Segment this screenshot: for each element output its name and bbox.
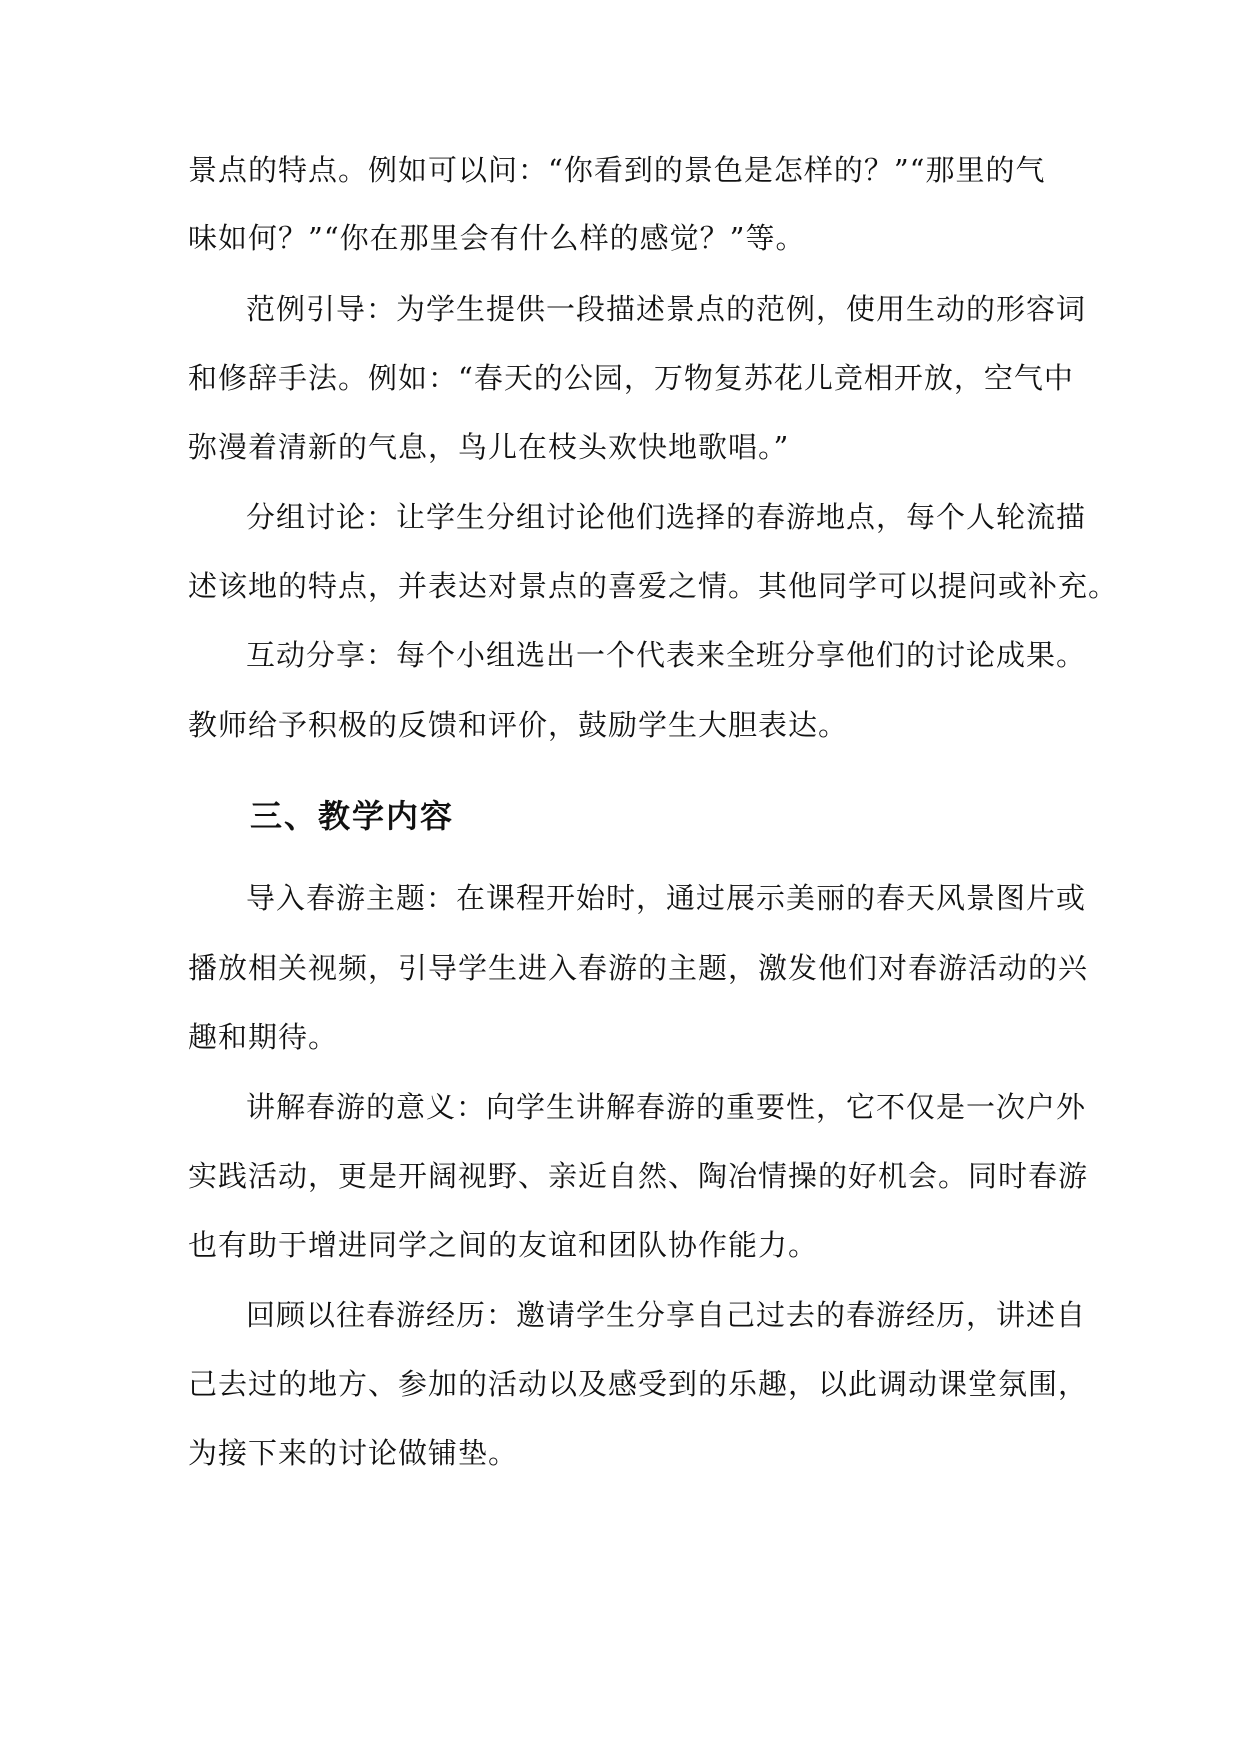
text-line: 味如何？”“你在那里会有什么样的感觉？”等。: [188, 221, 806, 255]
text-line: 实践活动，更是开阔视野、亲近自然、陶冶情操的好机会。同时春游: [188, 1159, 1089, 1193]
text-line: 述该地的特点，并表达对景点的喜爱之情。其他同学可以提问或补充。: [188, 569, 1119, 603]
section-heading: 三、教学内容: [250, 797, 455, 835]
text-line: 互动分享：每个小组选出一个代表来全班分享他们的讨论成果。: [246, 638, 1087, 672]
text-line: 弥漫着清新的气息，鸟儿在枝头欢快地歌唱。”: [188, 430, 790, 464]
text-line: 讲解春游的意义：向学生讲解春游的重要性，它不仅是一次户外: [246, 1090, 1087, 1124]
text-line: 己去过的地方、参加的活动以及感受到的乐趣，以此调动课堂氛围，: [188, 1367, 1089, 1401]
text-line: 回顾以往春游经历：邀请学生分享自己过去的春游经历，讲述自: [246, 1298, 1087, 1332]
text-line: 范例引导：为学生提供一段描述景点的范例，使用生动的形容词: [246, 292, 1087, 326]
text-line: 为接下来的讨论做铺垫。: [188, 1436, 519, 1470]
text-line: 播放相关视频，引导学生进入春游的主题，激发他们对春游活动的兴: [188, 951, 1089, 985]
text-line: 分组讨论：让学生分组讨论他们选择的春游地点，每个人轮流描: [246, 500, 1087, 534]
text-line: 导入春游主题：在课程开始时，通过展示美丽的春天风景图片或: [246, 881, 1087, 915]
text-line: 景点的特点。例如可以问：“你看到的景色是怎样的？”“那里的气: [188, 153, 1046, 187]
text-line: 教师给予积极的反馈和评价，鼓励学生大胆表达。: [188, 708, 849, 742]
text-line: 趣和期待。: [188, 1020, 339, 1054]
text-line: 也有助于增进同学之间的友谊和团队协作能力。: [188, 1228, 819, 1262]
text-line: 和修辞手法。例如：“春天的公园，万物复苏花儿竞相开放，空气中: [188, 361, 1074, 395]
